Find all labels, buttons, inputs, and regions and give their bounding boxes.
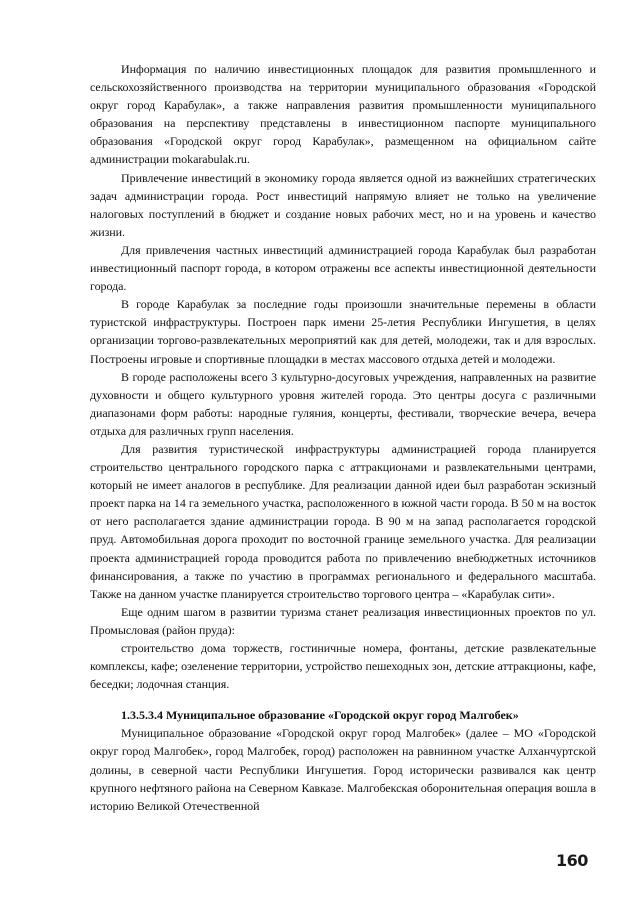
paragraph-promyslovaya-projects: Еще одним шагом в развитии туризма станет реализация инвестиционных проектов по ул. Промысловая (район пруда): xyxy=(90,604,596,637)
paragraph-investment-sites: Информация по наличию инвестиционных площадок для развития промышленного и сельскохозяйственного производства на территории муниципального образования «Городской округ город Карабулак», а также направления развития промышленности муниципального образования на перспективу представлены в инвестиционном паспорте муниципального образования «Городской округ город Карабулак», размещенном на официальном сайте администрации mokarabulak.ru. xyxy=(90,62,596,167)
section-heading: 1.3.5.3.4 Муниципальное образование «Городской округ город Малгобек» xyxy=(121,708,519,723)
paragraph-investment-passport: Для привлечения частных инвестиций администрацией города Карабулак был разработан инвестиционный паспорт города, в котором отражены все аспекты инвестиционной деятельности города. xyxy=(90,242,596,294)
paragraph-cultural-institutions: В городе расположены всего 3 культурно-досуговых учреждения, направленных на развитие духовности и общего культурного уровня жителей города. Это центры досуга с различными диапазонами форм работы: народные гуляния, концерты, фестивали, творческие вечера, вечера отдыха для различных групп населения. xyxy=(90,369,596,438)
document-page xyxy=(90,60,596,815)
paragraph-malgobek-intro: Муниципальное образование «Городской округ город Малгобек» (далее – МО «Городской округ город Малгобек», город Малгобек, город) расположен на равнинном участке Алханчуртской долины, в северной части Республики Ингушетия. Город исторически развивался как центр крупного нефтяного района на Северном Кавказе. Малгобекская оборонительная операция вошла в историю Великой Отечественной xyxy=(90,726,596,813)
paragraph-attracting-investment: Привлечение инвестиций в экономику города является одной из важнейших стратегических задач администрации города. Рост инвестиций напрямую влияет не только на увеличение налоговых поступлений в бюджет и создание новых рабочих мест, но и на уровень и качество жизни. xyxy=(90,170,596,239)
page-number: 160 xyxy=(556,851,588,870)
paragraph-project-list: строительство дома торжеств, гостиничные номера, фонтаны, детские развлекательные комплексы, кафе; озеленение территории, устройство пешеходных зон, детские аттракционы, кафе, беседки; лодочная станция. xyxy=(90,641,596,692)
paragraph-central-park-plan: Для развития туристической инфраструктуры администрацией города планируется строительство центрального городского парка с аттракционами и развлекательными центрами, который не имеет аналогов в республике. Для реализации данной идеи был разработан эскизный проект парка на 14 га земельного участка, расположенного в южной части города. В 50 м на восток от него располагается здание администрации города. В 90 м на запад располагается городской пруд. Автомобильная дорога проходит по восточной границе земельного участка. Для реализации проекта администрацией города проводится работа по привлечению внебюджетных источников финансирования, а также по участию в программах регионального и федерального масштаба. Также на данном участке планируется строительство торгового центра – «Карабулак сити». xyxy=(90,441,596,601)
paragraph-tourist-infrastructure: В городе Карабулак за последние годы произошли значительные перемены в области туристской инфраструктуры. Построен парк имени 25-летия Республики Ингушетия, в целях организации торгово-развлекательных мероприятий как для детей, молодежи, так и для взрослых. Построены игровые и спортивные площадки в местах массового отдыха детей и молодежи. xyxy=(90,297,596,366)
